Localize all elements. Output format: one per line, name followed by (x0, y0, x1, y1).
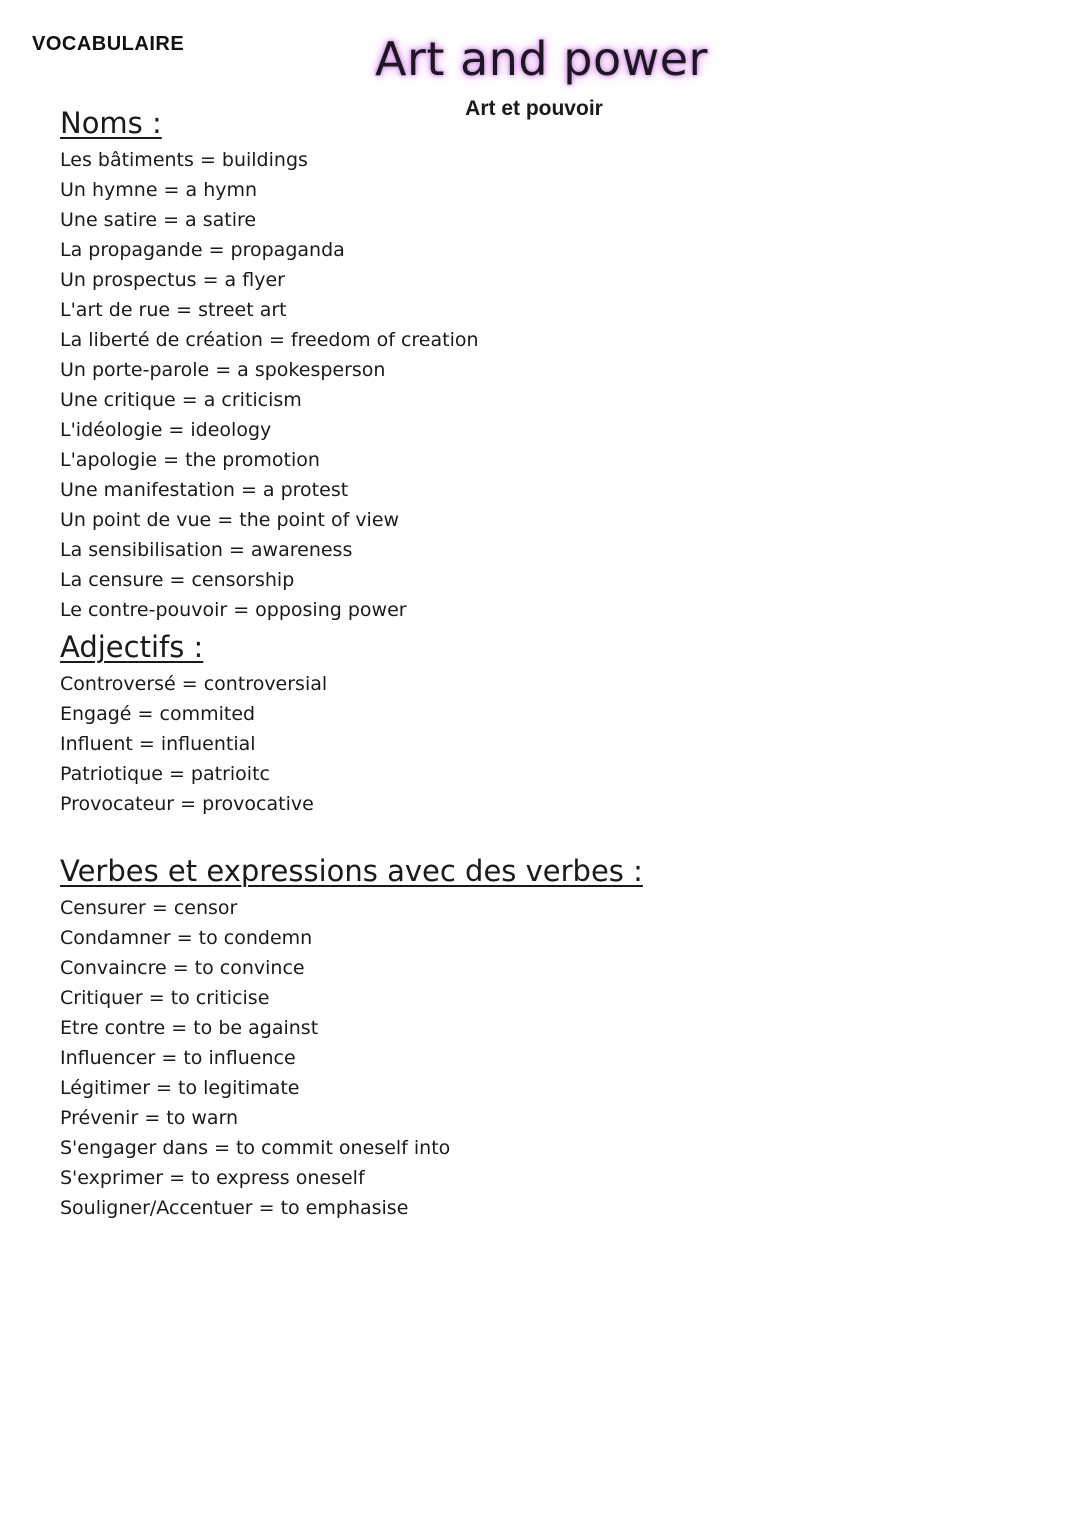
vocab-item: La propagande = propaganda (60, 239, 345, 261)
vocab-item: S'exprimer = to express oneself (60, 1167, 365, 1189)
vocab-item: Etre contre = to be against (60, 1017, 319, 1039)
vocab-item: Un prospectus = a flyer (60, 269, 285, 291)
list-adjectifs (60, 669, 327, 819)
page-title: Art and power (375, 32, 708, 86)
document-label: VOCABULAIRE (32, 33, 185, 55)
list-noms (60, 145, 479, 625)
vocab-item: Un porte-parole = a spokesperson (60, 359, 386, 381)
vocab-item: La sensibilisation = awareness (60, 539, 353, 561)
page-subtitle: Art et pouvoir (465, 97, 603, 120)
vocab-item: Controversé = controversial (60, 673, 328, 695)
vocab-item: Le contre-pouvoir = opposing power (60, 599, 407, 621)
heading-adjectifs: Adjectifs : (60, 630, 204, 664)
vocab-item: Une critique = a criticism (60, 389, 302, 411)
vocab-item: Souligner/Accentuer = to emphasise (60, 1197, 409, 1219)
vocab-item: Une manifestation = a protest (60, 479, 349, 501)
vocab-item: Provocateur = provocative (60, 793, 314, 815)
vocab-item: La liberté de création = freedom of creation (60, 329, 479, 351)
vocab-item: Une satire = a satire (60, 209, 257, 231)
heading-verbes: Verbes et expressions avec des verbes : (60, 854, 643, 888)
vocab-item: Patriotique = patrioitc (60, 763, 270, 785)
vocab-item: Influencer = to influence (60, 1047, 296, 1069)
vocab-item: Légitimer = to legitimate (60, 1077, 300, 1099)
vocab-item: Censurer = censor (60, 897, 238, 919)
vocab-item: Les bâtiments = buildings (60, 149, 308, 171)
vocab-item: L'art de rue = street art (60, 299, 287, 321)
vocab-item: Engagé = commited (60, 703, 256, 725)
vocab-item: La censure = censorship (60, 569, 295, 591)
vocab-item: Condamner = to condemn (60, 927, 313, 949)
vocab-item: L'apologie = the promotion (60, 449, 320, 471)
list-verbes (60, 893, 450, 1223)
vocab-item: Influent = influential (60, 733, 256, 755)
vocab-item: S'engager dans = to commit oneself into (60, 1137, 451, 1159)
vocab-item: L'idéologie = ideology (60, 419, 272, 441)
vocab-item: Un hymne = a hymn (60, 179, 258, 201)
vocab-item: Prévenir = to warn (60, 1107, 239, 1129)
vocab-item: Un point de vue = the point of view (60, 509, 400, 531)
vocab-item: Convaincre = to convince (60, 957, 305, 979)
vocab-item: Critiquer = to criticise (60, 987, 270, 1009)
heading-noms: Noms : (60, 106, 162, 140)
